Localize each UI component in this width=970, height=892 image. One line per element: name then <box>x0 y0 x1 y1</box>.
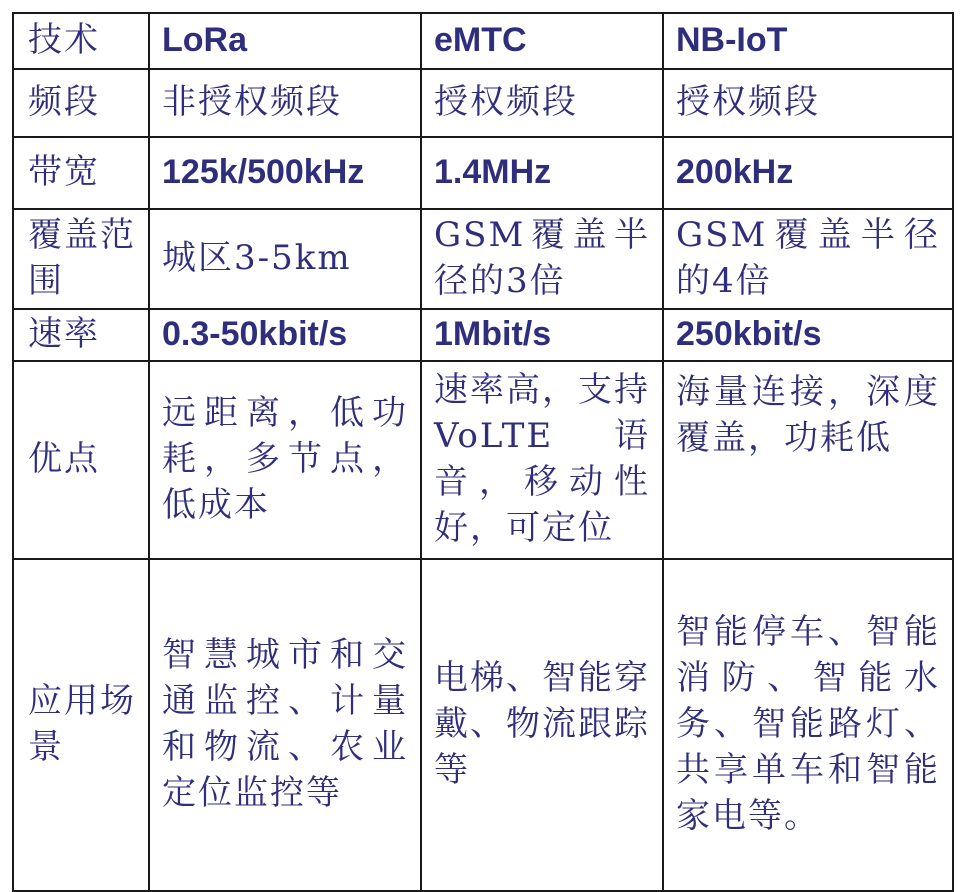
cell-nbiot-scenarios: 智能停车、智能消防、智能水务、智能路灯、共享单车和智能家电等。 <box>663 559 953 891</box>
table-row <box>13 361 953 559</box>
header-cell-emtc: eMTC <box>421 13 663 69</box>
table-row <box>13 137 953 209</box>
cell-emtc-coverage: GSM覆盖半径的3倍 <box>421 209 663 309</box>
header-cell-lora: LoRa <box>149 13 421 69</box>
row-label-band: 频段 <box>13 69 149 137</box>
cell-lora-advantages: 远距离，低功耗，多节点，低成本 <box>149 361 421 559</box>
header-row <box>13 13 953 69</box>
cell-nbiot-rate: 250kbit/s <box>663 309 953 361</box>
cell-emtc-advantages: 速率高，支持VoLTE语音，移动性好，可定位 <box>421 361 663 559</box>
cell-emtc-scenarios: 电梯、智能穿戴、物流跟踪等 <box>421 559 663 891</box>
cell-lora-band: 非授权频段 <box>149 69 421 137</box>
cell-emtc-bandwidth: 1.4MHz <box>421 137 663 209</box>
cell-emtc-rate: 1Mbit/s <box>421 309 663 361</box>
table-row <box>13 69 953 137</box>
row-label-coverage: 覆盖范围 <box>13 209 149 309</box>
table-row <box>13 559 953 891</box>
header-cell-nbiot: NB-IoT <box>663 13 953 69</box>
row-label-advantages: 优点 <box>13 361 149 559</box>
comparison-table <box>12 12 954 892</box>
table-row <box>13 209 953 309</box>
cell-lora-scenarios: 智慧城市和交通监控、计量和物流、农业定位监控等 <box>149 559 421 891</box>
row-label-scenarios: 应用场景 <box>13 559 149 891</box>
cell-lora-bandwidth: 125k/500kHz <box>149 137 421 209</box>
header-cell-tech: 技术 <box>13 13 149 69</box>
cell-nbiot-bandwidth: 200kHz <box>663 137 953 209</box>
cell-nbiot-coverage: GSM覆盖半径的4倍 <box>663 209 953 309</box>
row-label-rate: 速率 <box>13 309 149 361</box>
cell-emtc-band: 授权频段 <box>421 69 663 137</box>
cell-nbiot-band: 授权频段 <box>663 69 953 137</box>
cell-nbiot-advantages: 海量连接，深度覆盖，功耗低 <box>663 361 953 559</box>
cell-lora-coverage: 城区3-5km <box>149 209 421 309</box>
table-row <box>13 309 953 361</box>
row-label-bandwidth: 带宽 <box>13 137 149 209</box>
cell-lora-rate: 0.3-50kbit/s <box>149 309 421 361</box>
